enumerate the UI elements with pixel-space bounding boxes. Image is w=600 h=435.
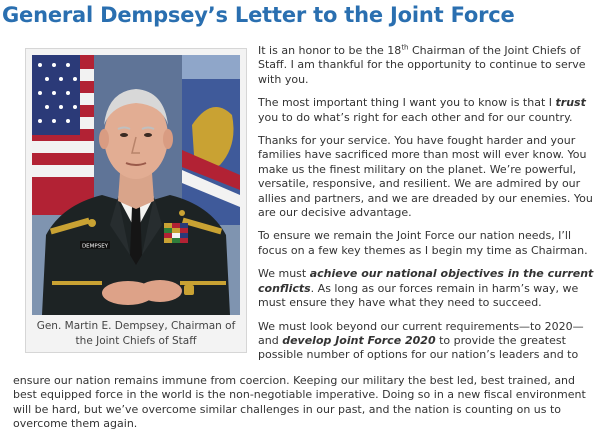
portrait-photo <box>32 55 240 315</box>
text-span: It is an honor to be the 18 <box>258 44 402 57</box>
paragraph-thanks: Thanks for your service. You have fought harder and your families have sacrificed more than most will ever know. You make us the finest military on the planet. We’re powerful, versatile, responsive, and resilient. We are admired by our allies and partners, and we are dreaded by our enemies. You are our decisive advantage. <box>258 134 593 220</box>
letter-body-column <box>258 44 596 363</box>
text-span: Chairman of the Joint Chiefs of Staff. I am thankful for the opportunity to continue to serve with you. <box>258 44 586 86</box>
text-span: The most important thing I want you to know is that I <box>258 96 556 110</box>
paragraph-objectives <box>258 267 596 310</box>
page-title: General Dempsey’s Letter to the Joint Force <box>2 3 515 27</box>
paragraph-continuation: ensure our nation remains immune from coercion. Keeping our military the best led, best trained, and best equipped force in the world is the non-negotiable imperative. Doing so in a new fiscal environment will be hard, but we’ve overcome similar challenges in our past, and the nation is counting on us to overcome them again. <box>13 374 586 431</box>
name-tag: DEMPSEY <box>81 243 109 250</box>
portrait-figure <box>25 48 247 353</box>
text-span: you to do what’s right for each other and for our country. <box>258 110 573 124</box>
text-span: . As long as our forces remain in harm’s way, we must ensure they have what they need to succeed. <box>258 281 579 310</box>
portrait-caption: Gen. Martin E. Dempsey, Chairman of the Joint Chiefs of Staff <box>36 320 236 347</box>
emphasis: trust <box>555 96 586 110</box>
paragraph-joint-force-2020 <box>258 320 596 363</box>
paragraph-intro <box>258 44 596 87</box>
emphasis: achieve our national objectives in the current conflicts <box>258 267 594 295</box>
emphasis: develop Joint Force 2020 <box>282 333 436 347</box>
paragraph-trust <box>258 96 596 125</box>
text-span: We must <box>258 267 310 281</box>
text-span: to provide the greatest possible number of options for our nation’s leaders and to <box>258 333 579 362</box>
paragraph-themes: To ensure we remain the Joint Force our nation needs, I’ll focus on a few key themes as I begin my time as Chairman. <box>258 229 588 257</box>
text-span: We must look beyond our current requirements—to 2020—and <box>258 319 584 347</box>
ordinal-suffix: th <box>401 43 409 52</box>
